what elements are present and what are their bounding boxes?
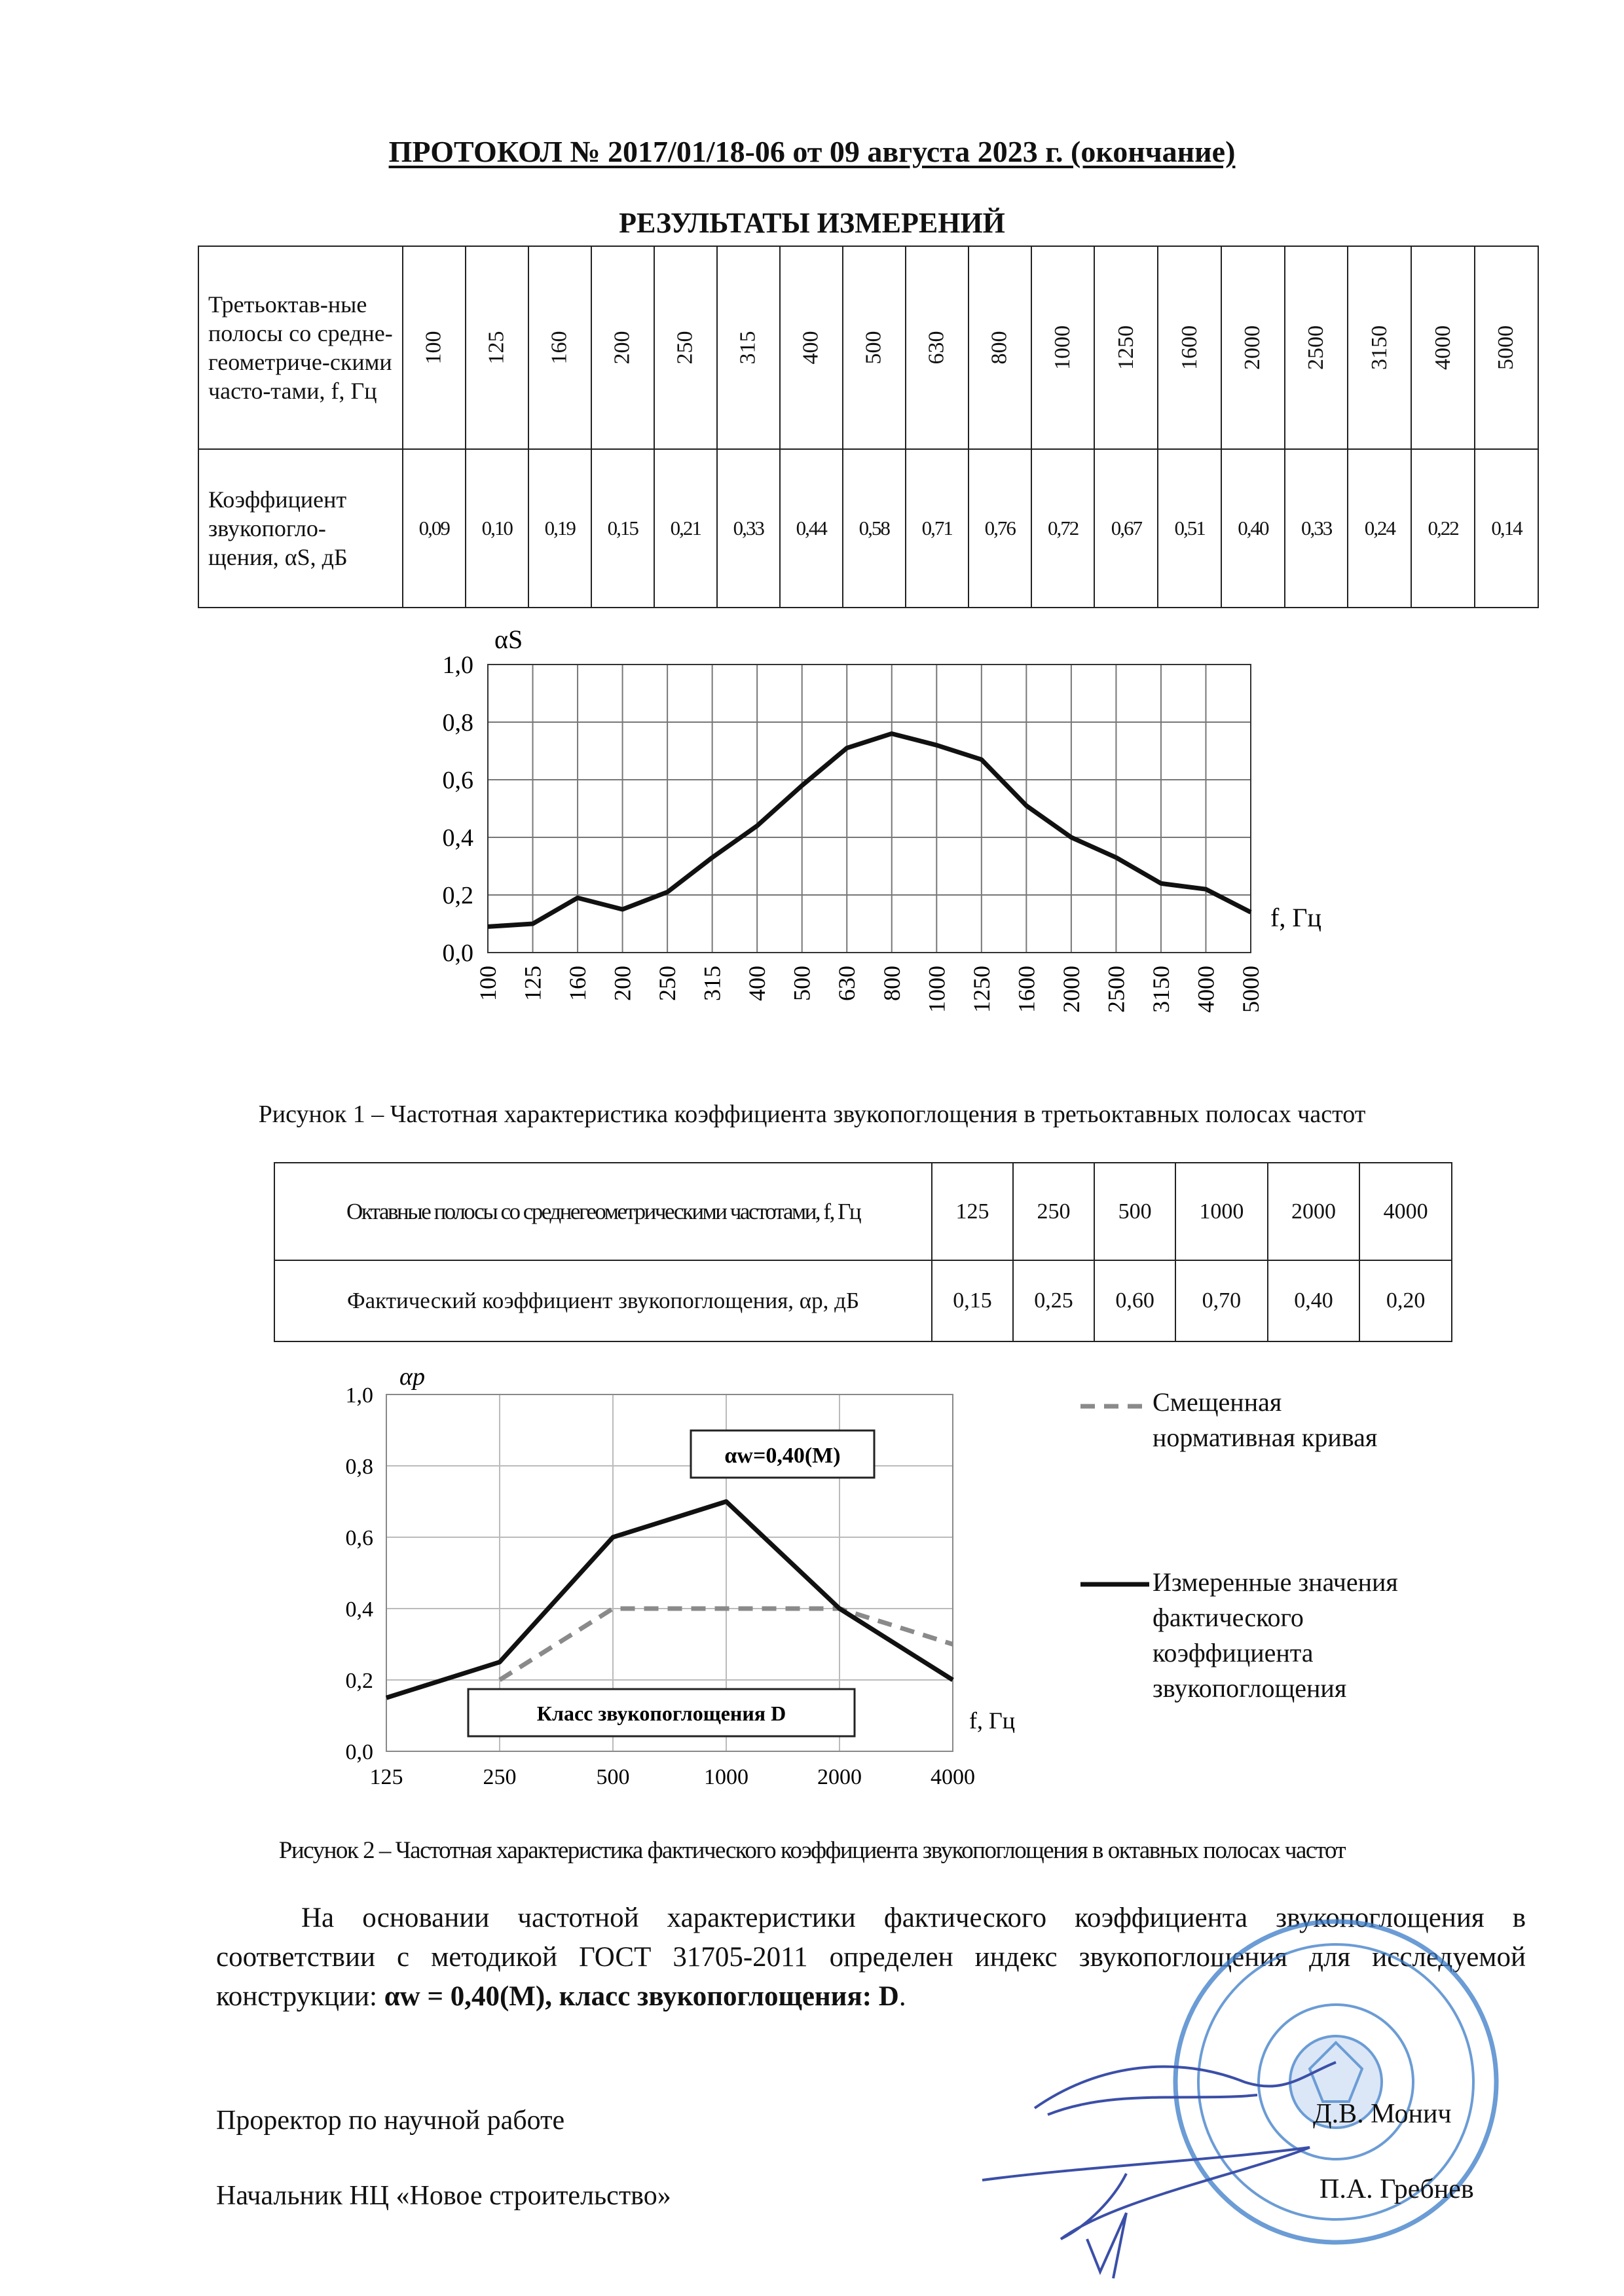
- y-axis-label: αp: [399, 1363, 425, 1391]
- x-tick-label: 1600: [1013, 966, 1040, 1013]
- x-tick-label: 100: [475, 966, 501, 1001]
- y-tick-label: 0,8: [345, 1455, 373, 1479]
- y-tick-label: 0,8: [442, 709, 473, 737]
- table1-freq-header: Третьоктав-ные полосы со средне-геометриче-скими часто-тами, f, Гц: [198, 246, 403, 449]
- table1-alpha-cell: 0,76: [969, 449, 1031, 608]
- table1-freq-cell: 250: [654, 246, 717, 449]
- y-tick-label: 0,2: [345, 1669, 373, 1693]
- x-axis-label: f, Гц: [969, 1707, 1016, 1734]
- x-tick-label: 2000: [817, 1765, 862, 1789]
- x-tick-label: 400: [744, 966, 771, 1001]
- x-tick-label: 4000: [1192, 966, 1219, 1013]
- signature-role-head: Начальник НЦ «Новое строительство»: [216, 2181, 671, 2211]
- figure1-caption: Рисунок 1 – Частотная характеристика коэффициента звукопоглощения в третьоктавных полосах частот: [258, 1101, 1366, 1128]
- table1-alpha-cell: 0,33: [717, 449, 780, 608]
- table1-alpha-header: Коэффициент звукопогло-щения, αS, дБ: [198, 449, 403, 608]
- table1-freq-cell: 1000: [1031, 246, 1095, 449]
- signature-marks: [982, 2062, 1336, 2278]
- x-tick-label: 125: [369, 1765, 403, 1789]
- table1-alpha-cell: 0,67: [1094, 449, 1158, 608]
- y-tick-label: 0,6: [345, 1526, 373, 1550]
- table1-alpha-cell: 0,21: [654, 449, 717, 608]
- table1-freq-cell: 315: [717, 246, 780, 449]
- table1-freq-cell: 800: [969, 246, 1031, 449]
- table2-freq-cell: 250: [1013, 1163, 1094, 1260]
- table1-freq-cell: 630: [906, 246, 969, 449]
- conclusion-text: На основании частотной характеристики фактического коэффициента звукопоглощения в соответствии с методикой ГОСТ 31705-2011 определен индекс звукопоглощения для исследуемой конструкции:: [216, 1903, 1526, 2012]
- table2-freq-cell: 4000: [1359, 1163, 1452, 1260]
- table1-alpha-cell: 0,72: [1031, 449, 1095, 608]
- table1-freq-cell: 4000: [1411, 246, 1475, 449]
- table1-freq-cell: 125: [466, 246, 528, 449]
- table1-alpha-cell: 0,19: [528, 449, 591, 608]
- x-tick-label: 1000: [704, 1765, 748, 1789]
- y-tick-label: 0,4: [442, 824, 473, 852]
- table1-alpha-cell: 0,33: [1285, 449, 1348, 608]
- conclusion-end: .: [898, 1981, 906, 2012]
- alpha-w-annotation: αw=0,40(M): [724, 1444, 841, 1468]
- x-tick-label: 800: [878, 966, 905, 1001]
- table2-alpha-header: Фактический коэффициент звукопоглощения, αp, дБ: [274, 1260, 932, 1341]
- table1-freq-cell: 160: [528, 246, 591, 449]
- x-tick-label: 125: [519, 966, 546, 1001]
- table2-alpha-cell: 0,40: [1268, 1260, 1360, 1341]
- protocol-title: ПРОТОКОЛ № 2017/01/18-06 от 09 августа 2023 г. (окончание): [388, 135, 1236, 168]
- x-axis-label: f, Гц: [1270, 903, 1321, 932]
- table2-freq-cell: 1000: [1175, 1163, 1268, 1260]
- table2-freq-header: Октавные полосы со среднегеометрическими частотами, f, Гц: [274, 1163, 932, 1260]
- signature-name-grebnev: П.А. Гребнев: [1320, 2174, 1474, 2204]
- legend-measured-label: Измеренные значения фактического коэффициента звукопоглощения: [1153, 1567, 1398, 1703]
- table2-alpha-cell: 0,25: [1013, 1260, 1094, 1341]
- table1-freq-cell: 2000: [1221, 246, 1285, 449]
- y-tick-label: 0,6: [442, 767, 473, 794]
- table1-alpha-cell: 0,15: [591, 449, 654, 608]
- table1-alpha-cell: 0,71: [906, 449, 969, 608]
- table2-alpha-cell: 0,20: [1359, 1260, 1452, 1341]
- table1-freq-cell: 1250: [1094, 246, 1158, 449]
- x-tick-label: 2000: [1058, 966, 1084, 1013]
- x-tick-label: 500: [788, 966, 815, 1001]
- table1-alpha-cell: 0,22: [1411, 449, 1475, 608]
- y-tick-label: 1,0: [442, 651, 473, 679]
- x-tick-label: 250: [483, 1765, 517, 1789]
- table1-freq-cell: 1600: [1158, 246, 1221, 449]
- table1-freq-cell: 100: [403, 246, 466, 449]
- table1-freq-cell: 200: [591, 246, 654, 449]
- y-tick-label: 0,4: [345, 1597, 373, 1622]
- signature-name-monich: Д.В. Монич: [1313, 2099, 1452, 2129]
- table2-freq-cell: 125: [932, 1163, 1013, 1260]
- x-tick-label: 1250: [968, 966, 995, 1013]
- legend-shifted-label: Смещенная нормативная кривая: [1153, 1387, 1378, 1452]
- x-tick-label: 200: [609, 966, 636, 1001]
- table1-freq-cell: 2500: [1285, 246, 1348, 449]
- results-title: РЕЗУЛЬТАТЫ ИЗМЕРЕНИЙ: [619, 207, 1005, 239]
- y-tick-label: 0,2: [442, 882, 473, 909]
- y-axis-label: αS: [494, 625, 523, 654]
- y-tick-label: 0,0: [442, 939, 473, 967]
- signature-role-vice-rector: Проректор по научной работе: [216, 2105, 565, 2136]
- y-tick-label: 1,0: [345, 1383, 373, 1408]
- table2-alpha-cell: 0,60: [1094, 1260, 1175, 1341]
- y-tick-label: 0,0: [345, 1740, 373, 1764]
- table1-alpha-cell: 0,44: [780, 449, 843, 608]
- table2-alpha-cell: 0,70: [1175, 1260, 1268, 1341]
- table1-alpha-cell: 0,14: [1475, 449, 1538, 608]
- table1-alpha-cell: 0,09: [403, 449, 466, 608]
- table1-freq-cell: 3150: [1348, 246, 1411, 449]
- x-tick-label: 500: [596, 1765, 630, 1789]
- table1-alpha-cell: 0,51: [1158, 449, 1221, 608]
- x-tick-label: 250: [654, 966, 681, 1001]
- x-tick-label: 5000: [1238, 966, 1264, 1013]
- table1-alpha-cell: 0,40: [1221, 449, 1285, 608]
- table1-freq-cell: 500: [843, 246, 906, 449]
- x-tick-label: 630: [834, 966, 860, 1001]
- table1-alpha-cell: 0,24: [1348, 449, 1411, 608]
- figure2-caption: Рисунок 2 – Частотная характеристика фактического коэффициента звукопоглощения в октавных полосах частот: [278, 1837, 1346, 1864]
- table1-alpha-cell: 0,10: [466, 449, 528, 608]
- x-tick-label: 4000: [931, 1765, 975, 1789]
- table2-freq-cell: 2000: [1268, 1163, 1360, 1260]
- x-tick-label: 2500: [1103, 966, 1130, 1013]
- class-annotation: Класс звукопоглощения D: [536, 1702, 786, 1725]
- table1-freq-cell: 5000: [1475, 246, 1538, 449]
- table2-freq-cell: 500: [1094, 1163, 1175, 1260]
- x-tick-label: 3150: [1147, 966, 1174, 1013]
- table1-alpha-cell: 0,58: [843, 449, 906, 608]
- x-tick-label: 160: [564, 966, 591, 1001]
- conclusion-result: αw = 0,40(M), класс звукопоглощения: D: [384, 1981, 899, 2012]
- x-tick-label: 315: [699, 966, 726, 1001]
- table1-freq-cell: 400: [780, 246, 843, 449]
- table2-alpha-cell: 0,15: [932, 1260, 1013, 1341]
- x-tick-label: 1000: [923, 966, 950, 1013]
